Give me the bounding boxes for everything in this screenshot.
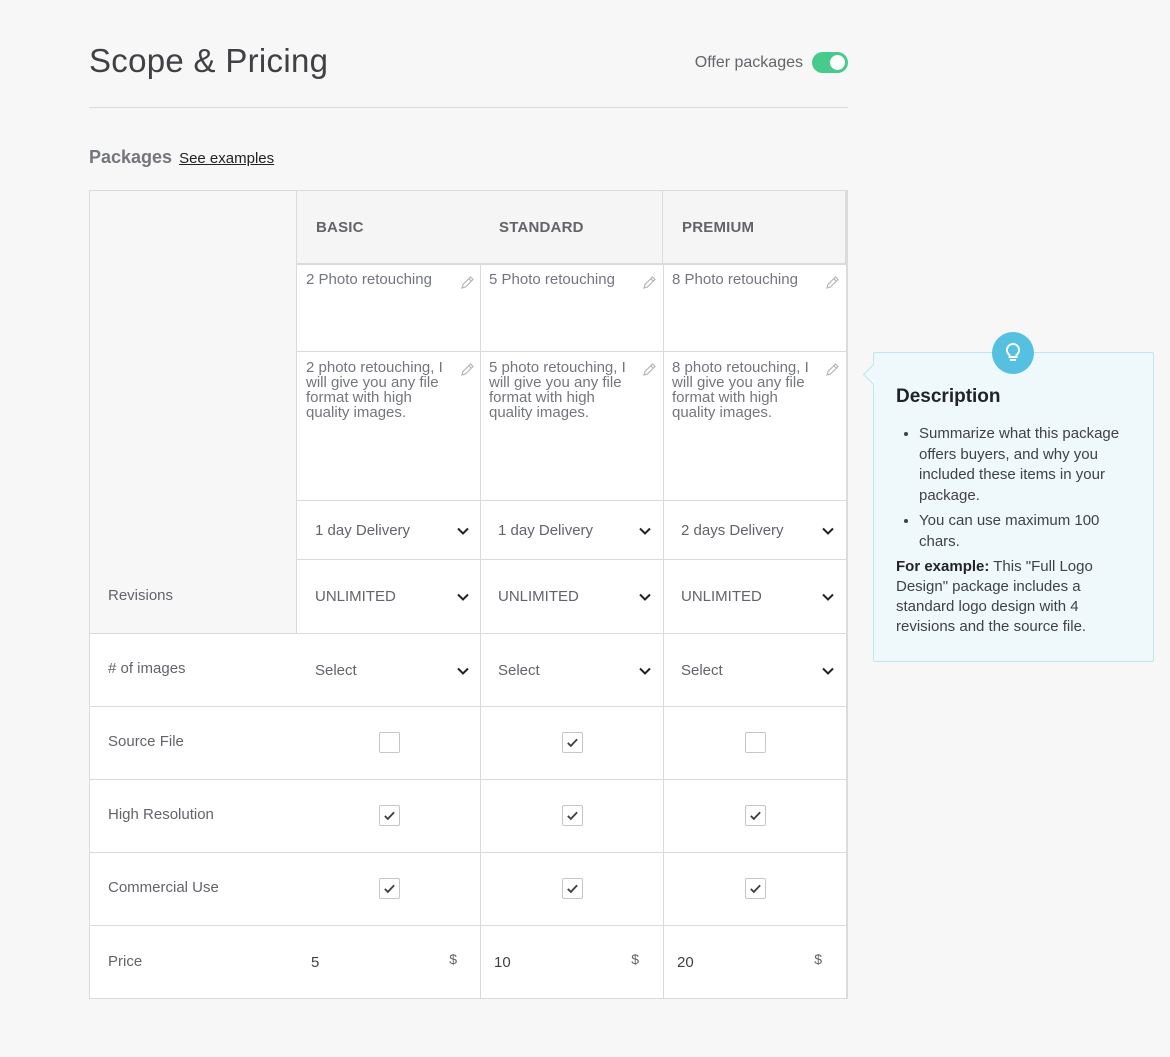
- revisions-value: UNLIMITED: [498, 588, 579, 605]
- price-value: 10: [494, 953, 511, 971]
- high-resolution-checkbox[interactable]: [379, 805, 400, 826]
- high-resolution-checkbox[interactable]: [745, 805, 766, 826]
- pencil-icon[interactable]: [825, 363, 839, 377]
- chevron-down-icon: [822, 522, 834, 539]
- row-label-price: Price: [108, 953, 143, 970]
- tip-bullet: • You can use maximum 100 chars.: [919, 511, 1131, 552]
- row-divider: [90, 779, 847, 780]
- source-file-checkbox[interactable]: [562, 732, 583, 753]
- pencil-icon[interactable]: [460, 276, 474, 290]
- package-header-standard: STANDARD: [480, 191, 663, 264]
- label-column: [90, 191, 297, 633]
- row-label-high-resolution: High Resolution: [108, 806, 214, 823]
- toggle-knob: [830, 55, 845, 70]
- description-tip: [873, 352, 1154, 662]
- commercial-use-checkbox[interactable]: [379, 878, 400, 899]
- images-value: Select: [498, 661, 540, 679]
- source-file-checkbox[interactable]: [379, 732, 400, 753]
- package-title-text: 8 Photo retouching: [672, 271, 798, 288]
- revisions-select[interactable]: [480, 560, 663, 633]
- package-title-text: 2 Photo retouching: [306, 271, 432, 288]
- packages-table: [89, 190, 848, 999]
- page-header: [89, 40, 848, 108]
- revisions-value: UNLIMITED: [315, 588, 396, 605]
- high-resolution-checkbox[interactable]: [562, 805, 583, 826]
- row-label-images: # of images: [108, 660, 186, 677]
- commercial-use-checkbox[interactable]: [562, 878, 583, 899]
- price-input[interactable]: [297, 926, 481, 998]
- price-input[interactable]: [480, 926, 663, 998]
- package-description-text: 5 photo retouching, I will give you any file format with high quality images.: [489, 359, 626, 421]
- row-label-revisions: Revisions: [108, 587, 174, 604]
- pencil-icon[interactable]: [825, 276, 839, 290]
- revisions-select[interactable]: [297, 560, 481, 633]
- chevron-down-icon: [822, 662, 834, 679]
- chevron-down-icon: [457, 662, 469, 679]
- offer-packages-label: Offer packages: [694, 53, 803, 71]
- packages-heading: [89, 147, 274, 168]
- page-title: Scope & Pricing: [89, 42, 329, 79]
- price-value: 5: [311, 953, 320, 971]
- package-description-field[interactable]: [297, 352, 481, 500]
- offer-packages-control: [695, 52, 848, 73]
- tip-title: Description: [896, 386, 1001, 407]
- chevron-down-icon: [639, 522, 651, 539]
- package-header-basic: BASIC: [297, 191, 481, 264]
- tip-example: [896, 557, 1131, 637]
- packages-title: Packages: [89, 147, 173, 167]
- source-file-checkbox[interactable]: [745, 732, 766, 753]
- delivery-value: 1 day Delivery: [315, 521, 411, 539]
- row-label-commercial-use: Commercial Use: [108, 879, 219, 896]
- row-divider: [90, 852, 847, 853]
- currency-symbol: $: [814, 951, 822, 967]
- package-title-field[interactable]: [297, 265, 481, 351]
- package-title-field[interactable]: [663, 265, 846, 351]
- delivery-value: 2 days Delivery: [681, 521, 784, 539]
- tip-example-label: For example:: [896, 558, 990, 575]
- pencil-icon[interactable]: [642, 363, 656, 377]
- package-title-text: 5 Photo retouching: [489, 271, 615, 288]
- tip-bullets: [896, 424, 1131, 552]
- row-label-source-file: Source File: [108, 733, 184, 750]
- images-value: Select: [681, 661, 723, 679]
- delivery-select[interactable]: [663, 501, 846, 559]
- currency-symbol: $: [631, 951, 639, 967]
- images-select[interactable]: [297, 634, 481, 706]
- delivery-select[interactable]: [297, 501, 481, 559]
- price-input[interactable]: [663, 926, 846, 998]
- commercial-use-checkbox[interactable]: [745, 878, 766, 899]
- images-select[interactable]: [480, 634, 663, 706]
- chevron-down-icon: [457, 522, 469, 539]
- pencil-icon[interactable]: [642, 276, 656, 290]
- chevron-down-icon: [822, 588, 834, 605]
- chevron-down-icon: [457, 588, 469, 605]
- lightbulb-icon: [992, 332, 1034, 374]
- chevron-down-icon: [639, 662, 651, 679]
- images-select[interactable]: [663, 634, 846, 706]
- images-value: Select: [315, 661, 357, 679]
- see-examples-link[interactable]: See examples: [179, 150, 275, 167]
- package-header-premium: PREMIUM: [663, 191, 846, 264]
- chevron-down-icon: [639, 588, 651, 605]
- package-title-field[interactable]: [480, 265, 663, 351]
- tip-example-text: This "Full Logo Design" package includes a standard logo design with 4 revisions and the source file.: [896, 558, 1093, 635]
- delivery-value: 1 day Delivery: [498, 521, 594, 539]
- currency-symbol: $: [449, 951, 457, 967]
- revisions-select[interactable]: [663, 560, 846, 633]
- package-description-field[interactable]: [663, 352, 846, 500]
- package-description-text: 2 photo retouching, I will give you any file format with high quality images.: [306, 359, 443, 421]
- row-divider: [90, 706, 847, 707]
- tip-bullet: • Summarize what this package offers buyers, and why you included these items in your package.: [919, 424, 1131, 506]
- package-description-field[interactable]: [480, 352, 663, 500]
- revisions-value: UNLIMITED: [681, 588, 762, 605]
- offer-packages-toggle[interactable]: [812, 52, 848, 73]
- delivery-select[interactable]: [480, 501, 663, 559]
- price-value: 20: [677, 953, 694, 971]
- package-description-text: 8 photo retouching, I will give you any file format with high quality images.: [672, 359, 809, 421]
- pencil-icon[interactable]: [460, 363, 474, 377]
